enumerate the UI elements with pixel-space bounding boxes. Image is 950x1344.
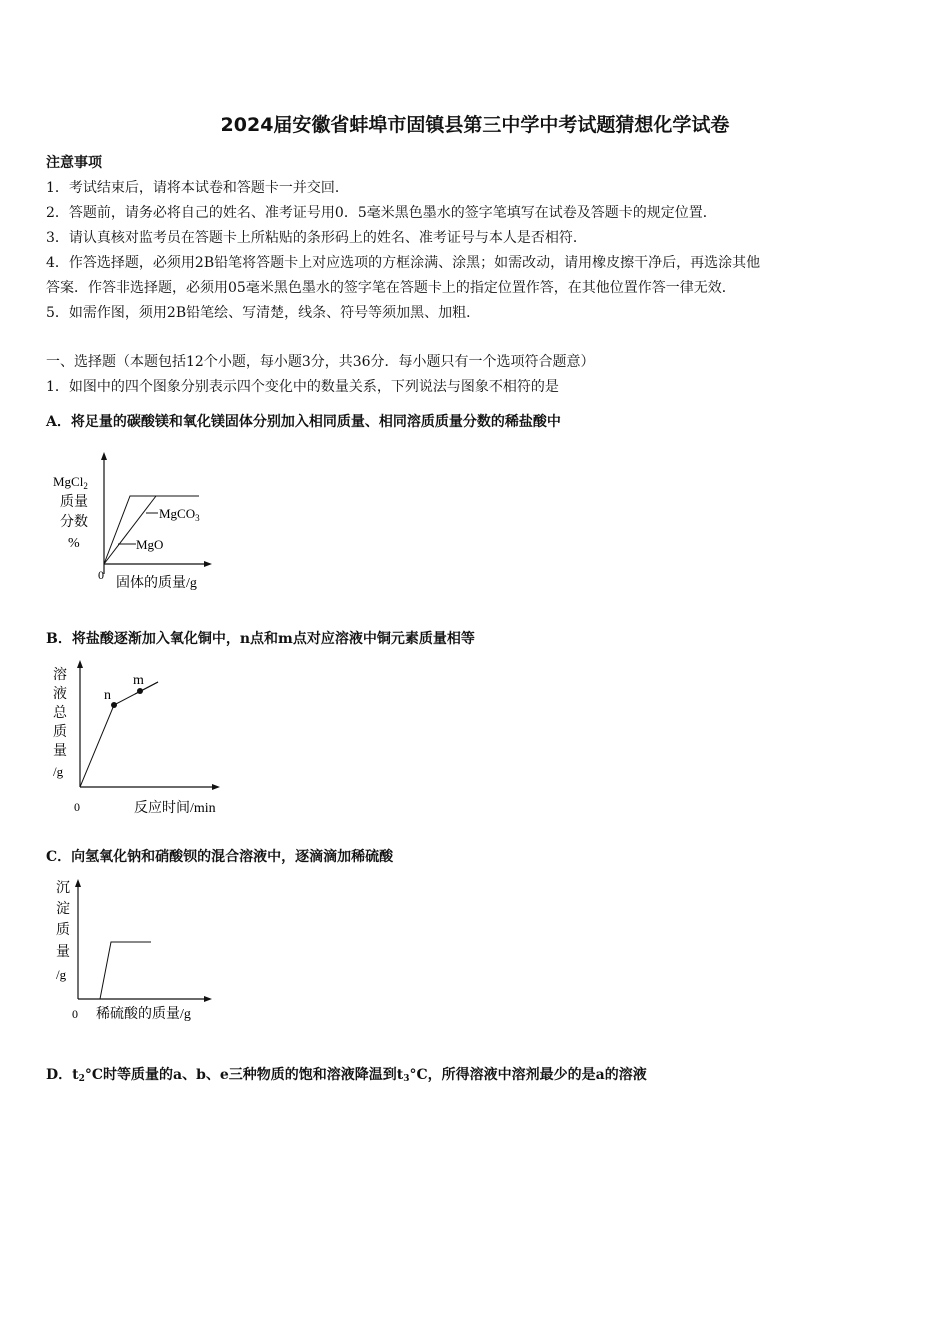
option-a-text: A．将足量的碳酸镁和氧化镁固体分别加入相同质量、相同溶质质量分数的稀盐酸中	[46, 414, 561, 430]
series-line-mgco3	[104, 496, 156, 564]
section-heading: 一、选择题（本题包括12个小题，每小题3分，共36分．每小题只有一个选项符合题意）	[46, 354, 595, 370]
y-label-line: 质	[56, 923, 70, 938]
x-label: 反应时间/min	[134, 801, 216, 816]
label-mgco3: MgCO$_3$	[159, 506, 200, 523]
y-label-line: 总	[53, 706, 67, 721]
option-b-text: B．将盐酸逐渐加入氧化铜中，n点和m点对应溶液中铜元素质量相等	[46, 631, 475, 647]
chart-c	[46, 872, 236, 1027]
point-n-label: n	[104, 688, 111, 703]
y-label-formula: MgCl$_2$	[53, 474, 88, 491]
page-title: 2024届安徽省蚌埠市固镇县第三中学中考试题猜想化学试卷	[220, 114, 730, 136]
y-label-line: 质量	[60, 495, 88, 510]
origin-label: 0	[98, 568, 104, 582]
point-n	[111, 702, 117, 708]
notice-item: 4．作答选择题，必须用2B铅笔将答题卡上对应选项的方框涂满、涂黑；如需改动，请用橡皮擦干净后，再选涂其他	[46, 255, 761, 271]
y-label-line: %	[68, 536, 80, 551]
y-axis-arrow	[75, 879, 81, 887]
y-label-line: 沉	[56, 881, 70, 896]
chart-b	[46, 655, 246, 820]
y-label-line: 溶	[53, 668, 67, 683]
y-label-line: 量	[53, 744, 67, 759]
point-m	[137, 688, 143, 694]
y-label-line: /g	[56, 967, 67, 982]
notice-item: 1．考试结束后，请将本试卷和答题卡一并交回．	[46, 180, 349, 196]
y-label-line: 量	[56, 945, 70, 960]
y-label-line: 液	[53, 687, 67, 702]
x-label: 固体的质量/g	[116, 576, 197, 591]
y-label-line: 质	[53, 725, 67, 740]
series-line	[100, 942, 151, 999]
y-axis-arrow	[77, 660, 83, 668]
point-m-label: m	[133, 673, 144, 688]
x-axis-arrow	[204, 561, 212, 567]
notice-item: 3．请认真核对监考员在答题卡上所粘贴的条形码上的姓名、准考证号与本人是否相符．	[46, 230, 587, 246]
y-label-line: 淀	[56, 902, 70, 917]
notice-item: 答案．作答非选择题，必须用05毫米黑色墨水的签字笔在答题卡上的指定位置作答，在其他位置作答一律无效．	[46, 280, 736, 296]
label-mgo: MgO	[136, 537, 164, 552]
x-axis-arrow	[204, 996, 212, 1002]
option-c-text: C．向氢氧化钠和硝酸钡的混合溶液中，逐滴滴加稀硫酸	[46, 849, 394, 865]
notice-item: 5．如需作图，须用2B铅笔绘、写清楚，线条、符号等须加黑、加粗．	[46, 305, 481, 321]
chart-a	[46, 446, 236, 596]
y-label-line: /g	[53, 764, 64, 779]
x-axis-arrow	[212, 784, 220, 790]
x-label: 稀硫酸的质量/g	[96, 1007, 191, 1022]
option-d-text: D．$t_2^\circ C$时等质量的a、b、e三种物质的饱和溶液降温到$t_3^\circ C$，所得溶液中溶剂最少的是a的溶液	[46, 1067, 647, 1084]
question-stem: 1．如图中的四个图象分别表示四个变化中的数量关系，下列说法与图象不相符的是	[46, 379, 559, 395]
origin-label: 0	[72, 1007, 78, 1021]
notice-item: 2．答题前，请务必将自己的姓名、准考证号用0．5毫米黑色墨水的签字笔填写在试卷及答题卡的规定位置．	[46, 205, 717, 221]
notice-heading: 注意事项	[46, 155, 102, 171]
y-label-line: 分数	[60, 515, 88, 530]
series-line	[80, 682, 158, 787]
origin-label: 0	[74, 800, 80, 814]
y-axis-arrow	[101, 452, 107, 460]
